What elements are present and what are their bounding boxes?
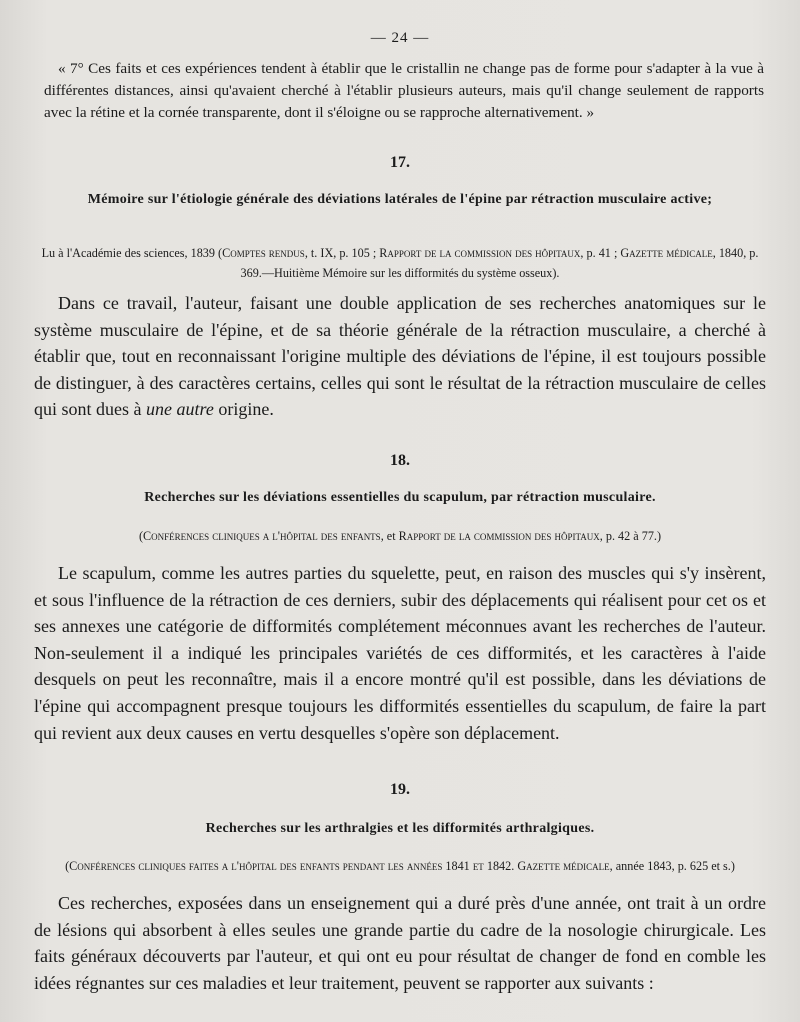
ref-text: Lu à l'Académie des sciences, 1839 ( bbox=[41, 246, 223, 260]
ref-text: , année 1843, p. 625 et s.) bbox=[609, 859, 735, 873]
ref-text: 1842. bbox=[483, 859, 518, 873]
ref-text: 1841 bbox=[442, 859, 473, 873]
section-18-body bbox=[34, 560, 766, 746]
section-19-body bbox=[34, 890, 766, 996]
ref-journal: Gazette médicale bbox=[517, 859, 610, 873]
intro-quote bbox=[44, 58, 764, 124]
ref-report: Rapport de la commission des hôpitaux bbox=[379, 246, 581, 260]
ref-text: , t. IX, p. 105 ; bbox=[304, 246, 380, 260]
intro-quote-text: « 7° Ces faits et ces expériences tendent à établir que le cristallin ne change pas de forme pour s'adapter à la vue à différentes distances, ainsi qu'avaient cherché à l'établir plusieurs auteurs, mais qu'il change seulement de rapports avec la rétine et la cornée transparente, dont il s'éloigne ou se rapproche alternativement. » bbox=[44, 60, 764, 121]
section-17-number: 17. bbox=[390, 154, 410, 171]
ref-text: ( bbox=[65, 859, 70, 873]
section-19-title: Recherches sur les arthralgies et les difformités arthralgiques. bbox=[205, 821, 595, 836]
ref-text: , p. 42 à 77.) bbox=[599, 529, 662, 543]
ref-journal: Conférences cliniques faites a l'hôpital des enfants pendant les années bbox=[69, 859, 443, 873]
section-18-title: Recherches sur les déviations essentielles du scapulum, par rétraction musculaire. bbox=[144, 490, 656, 505]
section-17-body bbox=[34, 290, 766, 423]
ref-text: , 1840, p. 369.—Huitième Mémoire sur les difformités du système osseux). bbox=[240, 246, 759, 280]
section-19-paragraph: Ces recherches, exposées dans un enseignement qui a duré près d'une année, ont trait à un ordre de lésions qui absorbent à elles seules une grande partie du cadre de la nosologie chirurgicale. Les faits généraux découverts par l'auteur, et qui ont eu pour résultat de changer de fond en comble les idées régnantes sur ces maladies et leur traitement, peuvent se rapporter aux suivants : bbox=[34, 893, 766, 993]
section-18-number: 18. bbox=[390, 452, 410, 469]
ref-journal: Comptes rendus bbox=[222, 246, 305, 260]
section-19-number: 19. bbox=[390, 781, 410, 798]
ref-journal: Conférences cliniques a l'hôpital des enfants bbox=[143, 529, 381, 543]
page-number: — 24 — bbox=[370, 30, 430, 46]
section-17-reference bbox=[36, 243, 764, 283]
ref-text: ( bbox=[138, 529, 144, 543]
ref-report: Rapport de la commission des hôpitaux bbox=[398, 529, 600, 543]
section-19-reference bbox=[36, 856, 764, 876]
ref-text: et bbox=[472, 859, 484, 873]
body-text: Dans ce travail, l'auteur, faisant une double application de ses recherches anatomiques sur le système musculaire de l'épine, et de sa théorie générale de la rétraction musculaire, a cherché à établir que, tout en reconnaissant l'origine multiple des déviations de l'épine, il est toujours possible de distinguer, à des caractères certains, celles qui sont le résultat de la rétraction musculaire de celles qui sont dues à bbox=[34, 293, 766, 420]
body-emphasis: une autre bbox=[146, 399, 214, 420]
section-17-title: Mémoire sur l'étiologie générale des déviations latérales de l'épine par rétraction musculaire active; bbox=[87, 192, 713, 207]
ref-text: , et bbox=[380, 529, 399, 543]
ref-text: , p. 41 ; bbox=[580, 246, 621, 260]
section-18-reference bbox=[36, 526, 764, 546]
section-17-paragraph bbox=[34, 290, 766, 423]
section-18-paragraph: Le scapulum, comme les autres parties du squelette, peut, en raison des muscles qui s'y insèrent, et sous l'influence de la rétraction de ces derniers, subir des déplacements qui réalisent pour cet os et ses annexes une catégorie de difformités complétement méconnues avant les recherches de l'auteur. Non-seulement il a indiqué les principales variétés de ces difformités, et les caractères à l'aide desquels on peut les reconnaître, mais il a encore montré qu'il est possible, dans les déviations de l'épine qui accompagnent presque toujours les difformités essentielles du scapulum, de faire la part qui revient aux deux causes en vertu desquelles s'opère son déplacement. bbox=[34, 563, 766, 743]
body-text: origine. bbox=[213, 399, 274, 420]
ref-journal: Gazette médicale bbox=[620, 246, 713, 260]
